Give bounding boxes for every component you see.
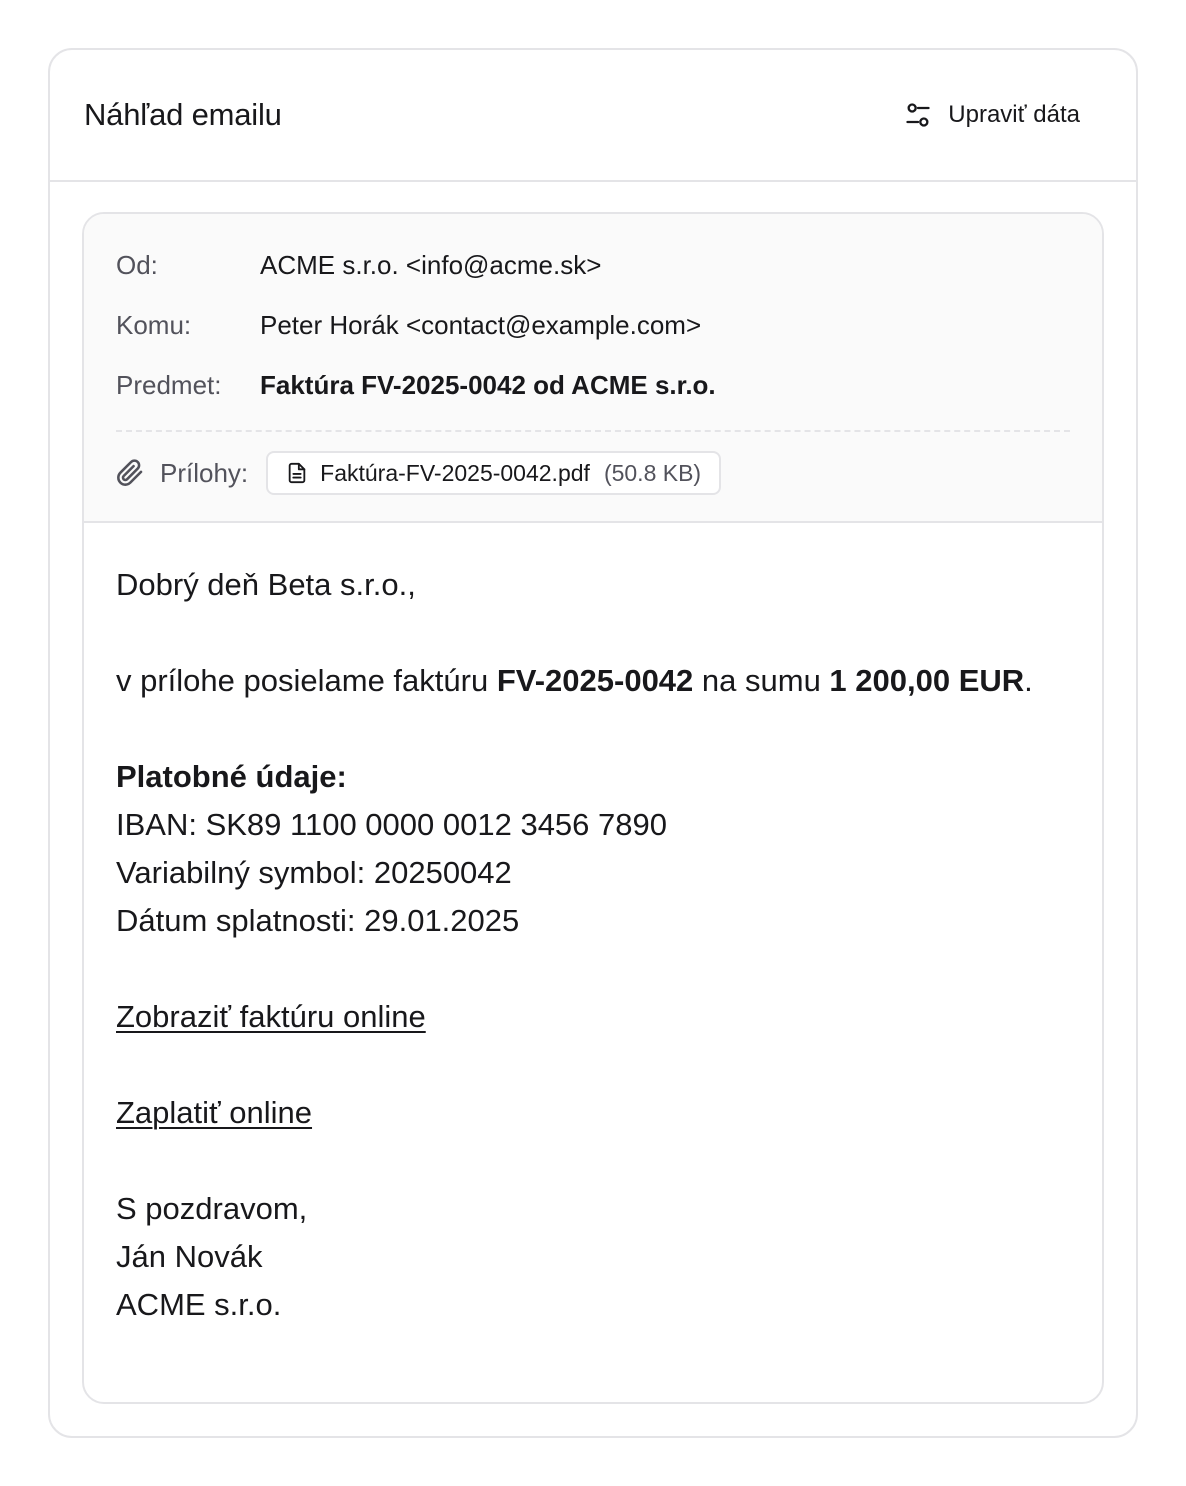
pay-online-link[interactable]: Zaplatiť online — [116, 1095, 313, 1130]
greeting: Dobrý deň Beta s.r.o., — [116, 567, 416, 602]
intro-prefix: v prílohe posielame faktúru — [116, 663, 497, 698]
from-label: Od: — [116, 250, 158, 280]
signature-name: Ján Novák — [116, 1239, 263, 1274]
to-value: Peter Horák <contact@example.com> — [260, 310, 702, 340]
from-row — [116, 250, 1070, 310]
payment-heading: Platobné údaje: — [116, 759, 347, 794]
attachments-label: Prílohy: — [160, 457, 249, 488]
invoice-amount: 1 200,00 EUR — [829, 663, 1025, 698]
attachment-chip[interactable] — [266, 451, 721, 495]
edit-data-button[interactable] — [904, 101, 1080, 129]
intro-middle: na sumu — [693, 663, 830, 698]
variable-symbol: Variabilný symbol: 20250042 — [116, 855, 512, 890]
email-meta — [84, 214, 1102, 523]
attachment-size: (50.8 KB) — [603, 459, 702, 486]
email-preview-card — [48, 48, 1138, 1438]
intro-paragraph — [116, 657, 1070, 705]
iban: IBAN: SK89 1100 0000 0012 3456 7890 — [116, 807, 667, 842]
from-value: ACME s.r.o. <info@acme.sk> — [260, 250, 602, 280]
to-row — [116, 310, 1070, 370]
card-header — [50, 50, 1136, 182]
edit-data-label: Upraviť dáta — [948, 101, 1080, 128]
subject-row — [116, 370, 1070, 430]
closing: S pozdravom, — [116, 1191, 308, 1226]
sliders-icon — [904, 101, 932, 129]
subject-value: Faktúra FV-2025-0042 od ACME s.r.o. — [260, 370, 716, 400]
to-label: Komu: — [116, 310, 192, 340]
invoice-number: FV-2025-0042 — [496, 663, 694, 698]
intro-suffix: . — [1024, 663, 1033, 698]
paperclip-icon — [116, 459, 144, 487]
page-title: Náhľad emailu — [84, 97, 282, 132]
file-text-icon — [286, 462, 308, 484]
email-preview — [82, 212, 1104, 1404]
view-invoice-link[interactable]: Zobraziť faktúru online — [116, 999, 426, 1034]
attachments-row — [116, 432, 1070, 514]
subject-label: Predmet: — [116, 370, 222, 400]
attachment-name: Faktúra-FV-2025-0042.pdf — [320, 459, 590, 486]
due-date: Dátum splatnosti: 29.01.2025 — [116, 903, 520, 938]
signature-company: ACME s.r.o. — [116, 1287, 282, 1322]
email-body — [84, 523, 1102, 1329]
